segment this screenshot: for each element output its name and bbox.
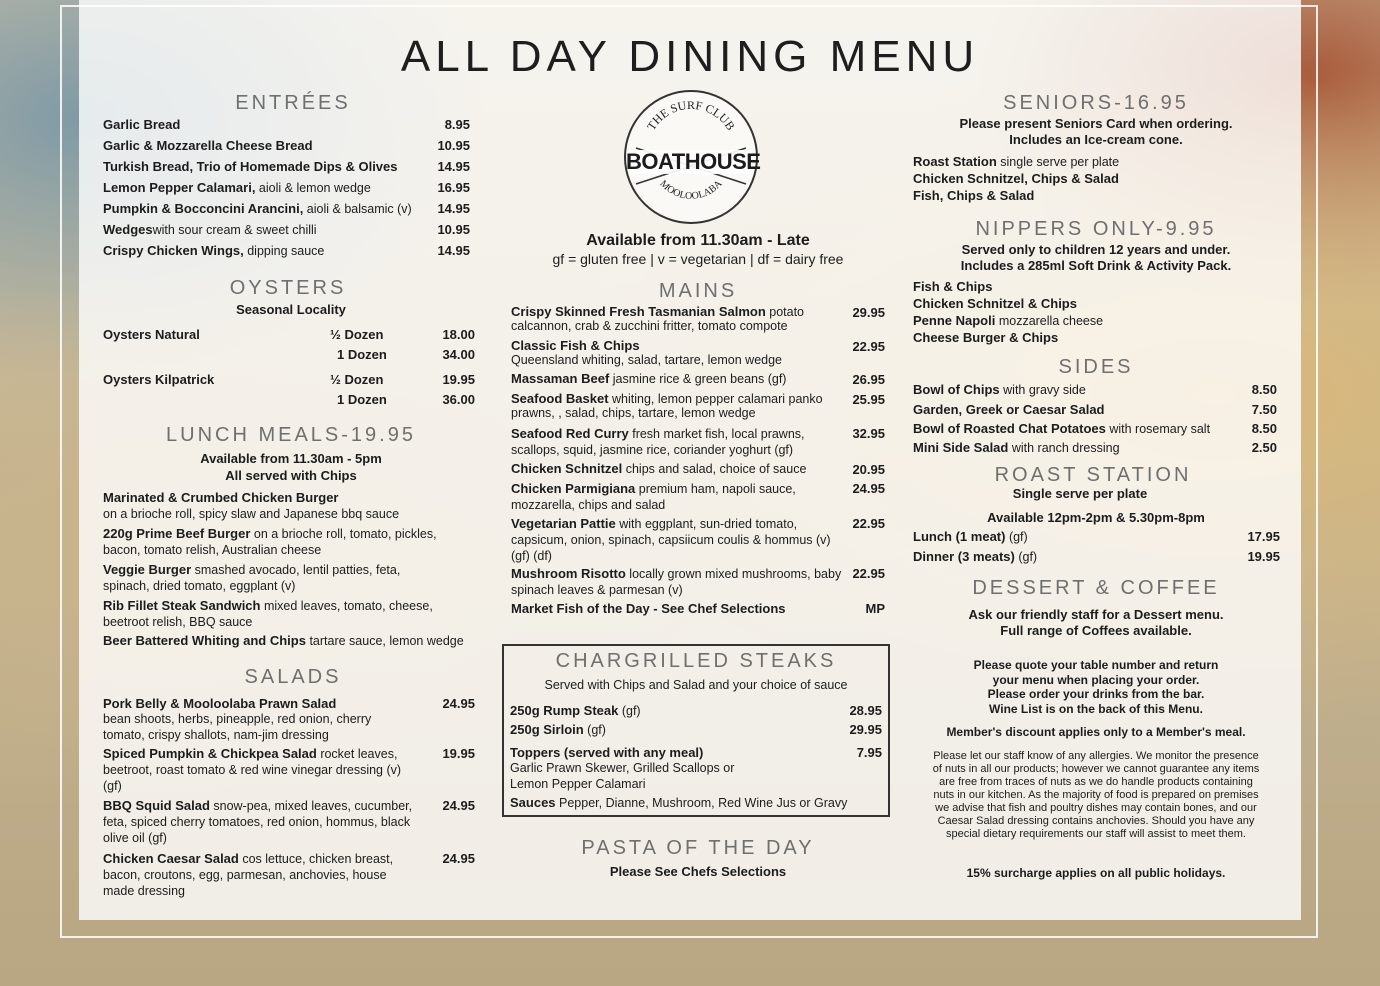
price: 22.95: [852, 566, 885, 581]
boathouse-logo: [624, 90, 761, 224]
list-item: Cheese Burger & Chips: [913, 330, 1059, 345]
list-item: Massaman Beef jasmine rice & green beans (gf): [511, 371, 787, 386]
roast-heading: ROAST STATION: [994, 464, 1192, 486]
price: 24.95: [442, 798, 475, 813]
quantity: ½ Dozen: [330, 327, 384, 342]
list-item: 220g Prime Beef Burger on a brioche roll, tomato, pickles, bacon, tomato relish, Australian cheese: [103, 526, 437, 557]
list-item: Rib Fillet Steak Sandwich mixed leaves, tomato, cheese, beetroot relish, BBQ sauce: [103, 598, 433, 629]
price: 29.95: [852, 305, 885, 320]
list-item: Mini Side Salad with ranch dressing: [913, 440, 1120, 455]
list-item: Pumpkin & Bocconcini Arancini, aioli & balsamic (v): [103, 201, 412, 216]
list-item: Chicken Caesar Salad cos lettuce, chicken breast, bacon, croutons, egg, parmesan, anchovies, house made dressing: [103, 851, 394, 898]
roast-hours: Available 12pm-2pm & 5.30pm-8pm: [987, 510, 1205, 525]
pasta-heading: PASTA OF THE DAY: [581, 837, 815, 859]
list-item: Crispy Skinned Fresh Tasmanian Salmon potato calcannon, crab & zucchini fritter, tomato compote: [511, 304, 805, 333]
price: 8.50: [1251, 382, 1277, 397]
roast-note: Single serve per plate: [1012, 486, 1148, 501]
list-item: Fish, Chips & Salad: [913, 188, 1035, 203]
price: 8.50: [1251, 421, 1277, 436]
list-item: Garlic & Mozzarella Cheese Bread: [103, 138, 313, 153]
list-item: Veggie Burger smashed avocado, lentil patties, feta, spinach, dried tomato, eggplant (v): [103, 562, 401, 593]
price: 17.95: [1247, 529, 1280, 544]
list-item: Bowl of Roasted Chat Potatoes with rosemary salt: [913, 421, 1211, 436]
price: 19.95: [442, 746, 475, 761]
list-item: Market Fish of the Day - See Chef Selections: [511, 601, 786, 616]
mains-heading: MAINS: [658, 280, 738, 302]
price: 14.95: [437, 159, 470, 174]
list-item: Wedgeswith sour cream & sweet chilli: [103, 222, 317, 237]
list-item: Seafood Basket whiting, lemon pepper calamari panko prawns, , salad, chips, tartare, lemon wedge: [511, 391, 823, 420]
list-item: Seafood Red Curry fresh market fish, local prawns, scallops, squid, jasmine rice, coriander yoghurt (gf): [511, 426, 805, 457]
steaks-subheading: Served with Chips and Salad and your choice of sauce: [544, 678, 848, 692]
nippers-note-2: Includes a 285ml Soft Drink & Activity Pack.: [960, 258, 1232, 273]
list-item: Lemon Pepper Calamari, aioli & lemon wedge: [103, 180, 371, 195]
price: 34.00: [442, 347, 475, 362]
dessert-note: Ask our friendly staff for a Dessert menu.: [968, 607, 1224, 622]
list-item: Garden, Greek or Caesar Salad: [913, 402, 1105, 417]
entrees-heading: ENTRÉES: [235, 92, 351, 114]
oysters-subheading: Seasonal Locality: [236, 302, 346, 317]
oysters-heading: OYSTERS: [229, 277, 347, 299]
list-item: Chicken Schnitzel chips and salad, choice of sauce: [511, 461, 807, 476]
seniors-note: Please present Seniors Card when ordering.: [959, 116, 1233, 131]
lunch-note: All served with Chips: [225, 468, 357, 483]
price: 20.95: [852, 462, 885, 477]
sauces: Sauces Pepper, Dianne, Mushroom, Red Wine Jus or Gravy: [510, 795, 848, 810]
list-item: Bowl of Chips with gravy side: [913, 382, 1086, 397]
price: 29.95: [849, 722, 882, 737]
price: 2.50: [1251, 440, 1277, 455]
price: 19.95: [1247, 549, 1280, 564]
list-item: Beer Battered Whiting and Chips tartare sauce, lemon wedge: [103, 633, 464, 648]
nippers-note: Served only to children 12 years and under.: [961, 242, 1231, 257]
quantity: 1 Dozen: [337, 347, 387, 362]
price: 18.00: [442, 327, 475, 342]
lunch-hours: Available from 11.30am - 5pm: [200, 451, 382, 466]
quantity: ½ Dozen: [330, 372, 384, 387]
svg-text:MOOLOOLABA: [658, 178, 725, 202]
price: 22.95: [852, 339, 885, 354]
availability-hours: Available from 11.30am - Late: [586, 232, 810, 249]
list-item: Classic Fish & Chips Queensland whiting, salad, tartare, lemon wedge: [511, 338, 782, 367]
price: 14.95: [437, 243, 470, 258]
price: 16.95: [437, 180, 470, 195]
list-item: Oysters Kilpatrick: [103, 372, 215, 387]
price: 25.95: [852, 392, 885, 407]
price: 26.95: [852, 372, 885, 387]
list-item: Turkish Bread, Trio of Homemade Dips & Olives: [103, 159, 398, 174]
list-item: Vegetarian Pattie with eggplant, sun-dried tomato, capsicum, onion, spinach, capsiicum coulis & hommus (v) (gf) (df): [511, 516, 831, 563]
logo-bottom-text: MOOLOOLABA: [657, 178, 725, 202]
list-item: Marinated & Crumbed Chicken Burger on a brioche roll, spicy slaw and Japanese bbq sauce: [103, 490, 400, 521]
price: 22.95: [852, 516, 885, 531]
price: 14.95: [437, 201, 470, 216]
list-item: Penne Napoli mozzarella cheese: [913, 313, 1104, 328]
price: 19.95: [442, 372, 475, 387]
list-item: BBQ Squid Salad snow-pea, mixed leaves, cucumber, feta, spiced cherry tomatoes, red onion, hommus, black olive oil (gf): [103, 798, 413, 845]
price: 36.00: [442, 392, 475, 407]
allergy-notice: Please let our staff know of any allergies. We monitor the presence of nuts in all our products; however we cannot guarantee any items are free from traces of nuts as we do handle products containing nuts in our kitchen. As the majority of food is prepared on premises we advise that fish and poultry dishes may contain bones, and our Caesar Salad dressing contains anchovies. Should you have any special dietary requirements our staff will assist to meet them.: [932, 750, 1260, 840]
salads-heading: SALADS: [244, 666, 342, 688]
member-discount-note: Member's discount applies only to a Member's meal.: [946, 725, 1246, 739]
quantity: 1 Dozen: [337, 392, 387, 407]
coffee-note: Full range of Coffees available.: [1000, 623, 1192, 638]
price: MP: [865, 601, 885, 616]
list-item: Lunch (1 meat) (gf): [913, 529, 1028, 544]
price: 8.95: [444, 117, 470, 132]
price: 24.95: [852, 481, 885, 496]
price: 28.95: [849, 703, 882, 718]
list-item: Spiced Pumpkin & Chickpea Salad rocket leaves, beetroot, roast tomato & red wine vinegar dressing (v) (gf): [103, 746, 402, 793]
price: 7.95: [856, 745, 882, 760]
list-item: 250g Rump Steak (gf): [510, 703, 641, 718]
list-item: Chicken Schnitzel & Chips: [913, 296, 1077, 311]
lunch-heading: LUNCH MEALS-19.95: [166, 424, 416, 446]
list-item: Roast Station single serve per plate: [913, 154, 1120, 169]
price: 24.95: [442, 696, 475, 711]
logo-top-text: THE SURF CLUB: [644, 97, 738, 133]
ordering-notes: Please quote your table number and return your menu when placing your order. Please order your drinks from the bar. Wine List is on the back of this Menu.: [973, 658, 1219, 716]
price: 24.95: [442, 851, 475, 866]
price: 7.50: [1251, 402, 1277, 417]
list-item: Oysters Natural: [103, 327, 200, 342]
list-item: Fish & Chips: [913, 279, 993, 294]
list-item: Dinner (3 meats) (gf): [913, 549, 1038, 564]
list-item: 250g Sirloin (gf): [510, 722, 606, 737]
sides-heading: SIDES: [1058, 356, 1134, 378]
price: 10.95: [437, 222, 470, 237]
nippers-heading: NIPPERS ONLY-9.95: [975, 218, 1217, 240]
list-item: Mushroom Risotto locally grown mixed mushrooms, baby spinach leaves & parmesan (v): [511, 566, 842, 597]
list-item: Crispy Chicken Wings, dipping sauce: [103, 243, 325, 258]
toppers: Toppers (served with any meal) Garlic Prawn Skewer, Grilled Scallops or Lemon Pepper Calamari: [510, 745, 735, 791]
logo-name: BOATHOUSE: [626, 149, 761, 174]
dessert-heading: DESSERT & COFFEE: [972, 577, 1220, 599]
surcharge-note: 15% surcharge applies on all public holidays.: [966, 866, 1226, 880]
svg-text:THE SURF CLUB: [644, 98, 738, 133]
list-item: Chicken Parmigiana premium ham, napoli sauce, mozzarella, chips and salad: [511, 481, 796, 512]
steaks-heading: CHARGRILLED STEAKS: [555, 650, 837, 672]
seniors-heading: SENIORS-16.95: [1003, 92, 1189, 114]
price: 32.95: [852, 426, 885, 441]
list-item: Pork Belly & Mooloolaba Prawn Salad bean shoots, herbs, pineapple, red onion, cherry tomato, crispy shallots, nam-jim dressing: [103, 696, 372, 742]
price: 10.95: [437, 138, 470, 153]
seniors-note-2: Includes an Ice-cream cone.: [1009, 132, 1183, 147]
list-item: Chicken Schnitzel, Chips & Salad: [913, 171, 1119, 186]
dietary-legend: gf = gluten free | v = vegetarian | df = dairy free: [552, 251, 844, 267]
list-item: Garlic Bread: [103, 117, 181, 132]
pasta-text: Please See Chefs Selections: [609, 864, 787, 879]
menu-title: ALL DAY DINING MENU: [400, 32, 980, 81]
